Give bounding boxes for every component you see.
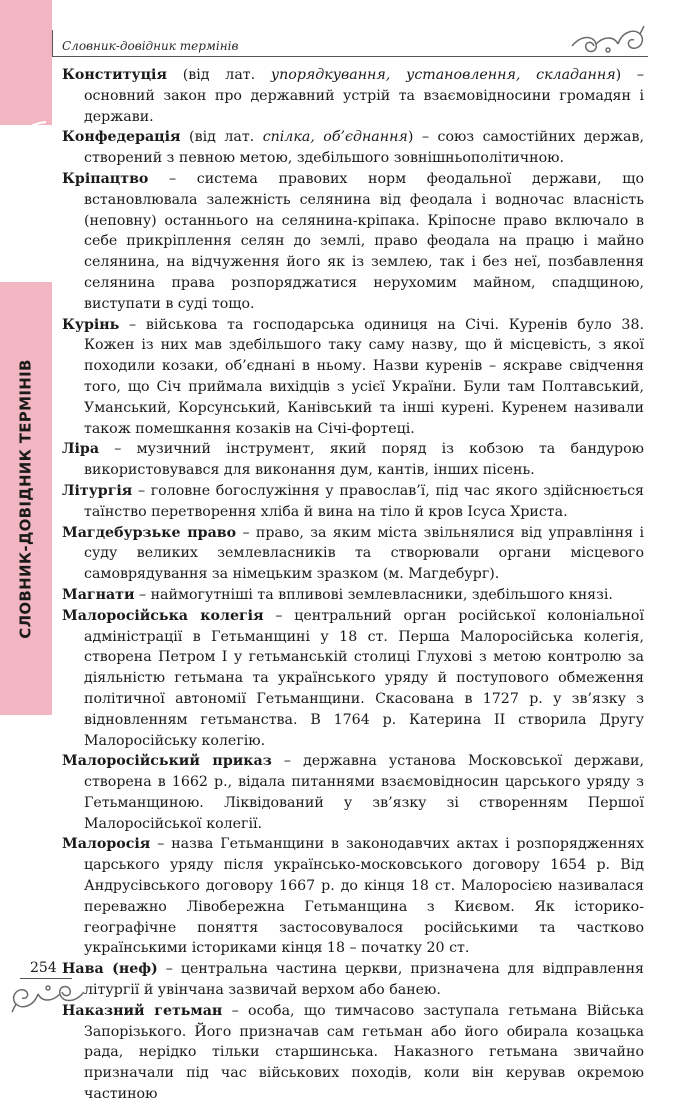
glossary-entry — [62, 65, 644, 127]
glossary-term: Наказний гетьман — [62, 1002, 223, 1019]
glossary-definition: – особа, що тимчасово заступала гетьмана Війська Запорізького. Його призначав сам гетьман або його обирала козацька рада, нерідко тільки старшинська. Наказного гетьмана звичайно призначали під час військових походів, коли він керував окремою частиною — [84, 1002, 644, 1103]
glossary-definition: – право, за яким міста звільнялися від управління і суду великих землевласників та створювали органи місцевого самоврядування за німецьким зразком (м. Магдебург). — [84, 524, 644, 583]
glossary-entry — [62, 959, 644, 1001]
glossary-definition: – наймогутніші та впливові землевласники, здебільшого князі. — [134, 586, 613, 603]
glossary-entry — [62, 127, 644, 169]
flourish-ornament-icon — [6, 118, 52, 186]
glossary-term: Малоросія — [62, 836, 151, 853]
left-color-band-top — [0, 0, 52, 125]
glossary-content — [62, 65, 644, 1105]
glossary-definition-rest: ) – основний закон про державний устрій та взаємовідносини громадян і держави. — [84, 67, 645, 125]
glossary-term: Курінь — [62, 316, 120, 333]
page-number-rule — [20, 978, 72, 979]
glossary-term: Малоросійська колегія — [62, 607, 264, 624]
glossary-entry — [62, 315, 644, 440]
glossary-term: Кріпацтво — [62, 170, 149, 187]
running-header — [52, 30, 648, 58]
flourish-ornament-icon — [8, 982, 88, 1016]
header-divider — [52, 30, 53, 57]
side-section-label — [0, 282, 52, 715]
glossary-entry — [62, 834, 644, 959]
glossary-definition: – музичний інструмент, який поряд із кобзою та бандурою використовувався для виконання дум, кантів, інших пісень. — [84, 441, 644, 479]
glossary-term: Магнати — [62, 586, 135, 603]
side-label-text: СЛОВНИК-ДОВІДНИК ТЕРМІНІВ — [17, 358, 35, 639]
glossary-definition: – назва Гетьманщини в законодавчих актах і розпорядженнях царського уряду після українсько-московського договору 1654 р. Від Андрусівського договору 1667 р. до кінця 18 ст. Малоросією називалася переважно Лівобережна Гетьманщина з Києвом. Як історико-географічне поняття застосовувалося російськими та частково українськими істориками кінця 18 – початку 20 ст. — [84, 836, 644, 957]
flourish-ornament-icon — [568, 22, 648, 56]
glossary-definition: – військова та господарська одиниця на Січі. Куренів було 38. Кожен із них мав здебільшого таку саму назву, що й місцевість, з якої походили козаки, об’єднані в ньому. Назви куренів – яскраве свідчення того, що Січ приймала вихідців з усієї України. Були там Полтавський, Уманський, Корсунський, Канівський та інші курені. Куренем називали також помешкання козаків на Січі-фортеці. — [84, 316, 644, 437]
glossary-entry — [62, 481, 644, 523]
glossary-term: Магдебурзьке право — [62, 524, 237, 541]
glossary-definition: – державна установа Московської держави, створена в 1662 р., відала питаннями взаємовідносин царського уряду з Гетьманщиною. Ліквідований у зв’язку зі створенням Першої Малоросійської колегії. — [84, 753, 644, 832]
glossary-term: Літургія — [62, 482, 133, 499]
glossary-etymology: спілка, об’єднання — [262, 129, 408, 146]
page-number: 254 — [30, 960, 57, 976]
glossary-definition: (від лат. — [180, 129, 263, 146]
glossary-entry — [62, 606, 644, 752]
glossary-definition: – центральна частина церкви, призначена для відправлення літургії й увінчана зазвичай верхом або банею. — [84, 961, 644, 999]
glossary-term: Ліра — [62, 441, 100, 458]
glossary-term: Конституція — [62, 67, 167, 83]
glossary-term: Конфедерація — [62, 129, 181, 146]
glossary-term: Малоросійський приказ — [62, 753, 272, 770]
glossary-term: Нава (неф) — [62, 961, 158, 978]
glossary-entry — [62, 585, 644, 606]
glossary-definition: – система правових норм феодальної держави, що встановлювала залежність селянина від феодала і водночас власність (неповну) останнього на селянина-кріпака. Кріпосне право включало в себе прикріплення селян до землі, право феодала на працю і майно селянина, на відчуження його як із землею, так і без неї, позбавлення селянина права розпоряджатися нерухомим майном, спадщиною, виступати в суді тощо. — [84, 170, 644, 312]
header-title: Словник-довідник термінів — [62, 39, 239, 53]
glossary-entry — [62, 439, 644, 481]
glossary-definition: (від лат. — [166, 67, 271, 83]
glossary-definition-rest: ) – союз самостійних держав, створений з певною метою, здебільшого зовнішньополітичною. — [84, 129, 644, 167]
glossary-entry — [62, 523, 644, 585]
glossary-entry — [62, 751, 644, 834]
glossary-definition: – головне богослужіння у православ’ї, під час якого здійснюється таїнство перетворення хліба й вина на тіло й кров Ісуса Христа. — [84, 482, 644, 520]
glossary-definition: – центральний орган російської колоніальної адміністрації в Гетьманщині у 18 ст. Перша Малоросійська колегія, створена Петром I у гетьманській столиці Глухові з метою контролю за діяльністю гетьмана та українського уряду й поступового обмеження політичної автономії Гетьманщини. Скасована в 1727 р. у зв’язку з відновленням гетьманства. В 1764 р. Катерина II створила Другу Малоросійську колегію. — [84, 607, 644, 749]
glossary-etymology: упорядкування, установлення, складання — [270, 67, 616, 83]
header-rule — [52, 56, 648, 57]
glossary-entry — [62, 169, 644, 315]
glossary-entry — [62, 1001, 644, 1105]
